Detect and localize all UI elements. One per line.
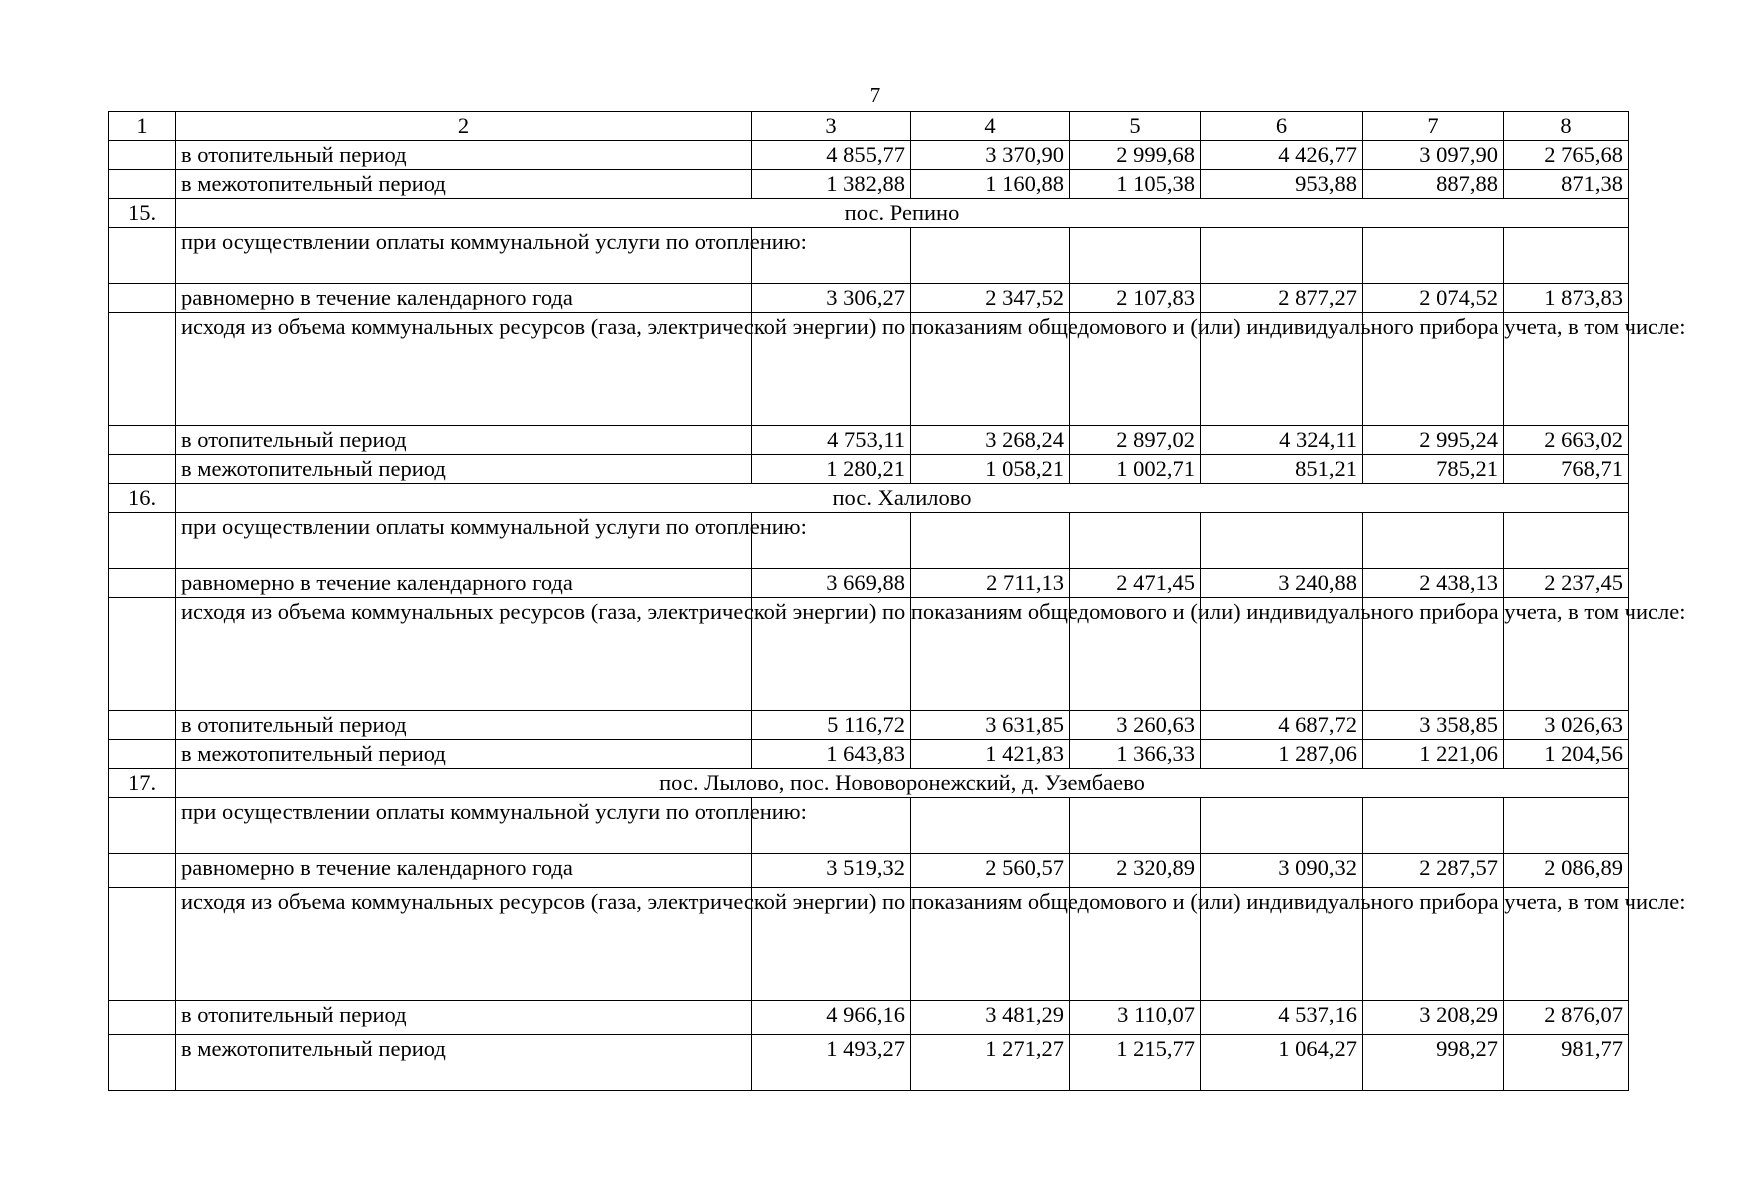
value-cell: 1 105,38 bbox=[1070, 170, 1201, 199]
value-cell: 3 208,29 bbox=[1363, 1001, 1504, 1035]
value-cell: 4 687,72 bbox=[1201, 711, 1363, 740]
value-cell: 3 631,85 bbox=[911, 711, 1070, 740]
empty-cell bbox=[1201, 513, 1363, 569]
row-number-cell bbox=[109, 569, 176, 598]
value-cell: 981,77 bbox=[1504, 1035, 1629, 1091]
value-cell: 2 663,02 bbox=[1504, 426, 1629, 455]
value-cell: 998,27 bbox=[1363, 1035, 1504, 1091]
value-cell: 953,88 bbox=[1201, 170, 1363, 199]
table-row bbox=[109, 569, 1629, 598]
value-cell: 2 471,45 bbox=[1070, 569, 1201, 598]
row-label: исходя из объема коммунальных ресурсов (газа, электрической энергии) по показаниям общедомового и (или) индивидуального прибора учета, в том числе: bbox=[176, 598, 752, 711]
table-row bbox=[109, 598, 1629, 711]
value-cell: 3 669,88 bbox=[752, 569, 911, 598]
empty-cell bbox=[1504, 513, 1629, 569]
table-row bbox=[109, 284, 1629, 313]
empty-cell bbox=[911, 798, 1070, 854]
value-cell: 1 064,27 bbox=[1201, 1035, 1363, 1091]
tariff-table bbox=[108, 111, 1686, 1091]
value-cell: 785,21 bbox=[1363, 455, 1504, 484]
value-cell: 1 160,88 bbox=[911, 170, 1070, 199]
value-cell: 3 481,29 bbox=[911, 1001, 1070, 1035]
table-row bbox=[109, 1035, 1629, 1091]
row-number-cell bbox=[109, 1035, 176, 1091]
empty-cell bbox=[1363, 228, 1504, 284]
value-cell: 1 873,83 bbox=[1504, 284, 1629, 313]
column-number: 7 bbox=[1363, 112, 1504, 141]
section-title: пос. Халилово bbox=[176, 484, 1629, 513]
row-number-cell bbox=[109, 313, 176, 426]
row-number-cell bbox=[109, 455, 176, 484]
row-label: равномерно в течение календарного года bbox=[176, 569, 752, 598]
row-label: при осуществлении оплаты коммунальной услуги по отоплению: bbox=[176, 798, 752, 854]
value-cell: 3 110,07 bbox=[1070, 1001, 1201, 1035]
empty-cell bbox=[911, 228, 1070, 284]
row-number-cell bbox=[109, 284, 176, 313]
empty-cell bbox=[911, 513, 1070, 569]
value-cell: 1 280,21 bbox=[752, 455, 911, 484]
row-number-cell bbox=[109, 141, 176, 170]
row-number-cell bbox=[109, 598, 176, 711]
row-number-cell bbox=[109, 711, 176, 740]
table-row bbox=[109, 711, 1629, 740]
column-number: 2 bbox=[176, 112, 752, 141]
value-cell: 2 237,45 bbox=[1504, 569, 1629, 598]
value-cell: 1 421,83 bbox=[911, 740, 1070, 769]
value-cell: 871,38 bbox=[1504, 170, 1629, 199]
row-label: равномерно в течение календарного года bbox=[176, 284, 752, 313]
value-cell: 2 107,83 bbox=[1070, 284, 1201, 313]
table-row bbox=[109, 513, 1629, 569]
value-cell: 1 221,06 bbox=[1363, 740, 1504, 769]
value-cell: 4 324,11 bbox=[1201, 426, 1363, 455]
row-number-cell bbox=[109, 170, 176, 199]
value-cell: 2 877,27 bbox=[1201, 284, 1363, 313]
section-header-row bbox=[109, 769, 1629, 798]
value-cell: 2 560,57 bbox=[911, 854, 1070, 888]
column-number: 6 bbox=[1201, 112, 1363, 141]
value-cell: 5 116,72 bbox=[752, 711, 911, 740]
value-cell: 2 287,57 bbox=[1363, 854, 1504, 888]
empty-cell bbox=[1201, 798, 1363, 854]
value-cell: 4 753,11 bbox=[752, 426, 911, 455]
row-number-cell bbox=[109, 798, 176, 854]
value-cell: 3 090,32 bbox=[1201, 854, 1363, 888]
section-number: 16. bbox=[109, 484, 176, 513]
row-label: исходя из объема коммунальных ресурсов (газа, электрической энергии) по показаниям общедомового и (или) индивидуального прибора учета, в том числе: bbox=[176, 313, 752, 426]
row-number-cell bbox=[109, 1001, 176, 1035]
row-label: при осуществлении оплаты коммунальной услуги по отоплению: bbox=[176, 513, 752, 569]
row-label: в межотопительный период bbox=[176, 455, 752, 484]
value-cell: 4 537,16 bbox=[1201, 1001, 1363, 1035]
table-row bbox=[109, 740, 1629, 769]
table-row bbox=[109, 1001, 1629, 1035]
section-number: 17. bbox=[109, 769, 176, 798]
value-cell: 3 097,90 bbox=[1363, 141, 1504, 170]
row-number-cell bbox=[109, 228, 176, 284]
empty-cell bbox=[1363, 513, 1504, 569]
column-number: 3 bbox=[752, 112, 911, 141]
empty-cell bbox=[1070, 513, 1201, 569]
value-cell: 1 002,71 bbox=[1070, 455, 1201, 484]
row-label: в межотопительный период bbox=[176, 1035, 752, 1091]
value-cell: 2 995,24 bbox=[1363, 426, 1504, 455]
table-row bbox=[109, 888, 1629, 1001]
section-title: пос. Лылово, пос. Нововоронежский, д. Узембаево bbox=[176, 769, 1629, 798]
row-number-cell bbox=[109, 426, 176, 455]
section-title: пос. Репино bbox=[176, 199, 1629, 228]
value-cell: 2 999,68 bbox=[1070, 141, 1201, 170]
value-cell: 2 897,02 bbox=[1070, 426, 1201, 455]
section-number: 15. bbox=[109, 199, 176, 228]
row-label: при осуществлении оплаты коммунальной услуги по отоплению: bbox=[176, 228, 752, 284]
row-number-cell bbox=[109, 740, 176, 769]
row-label: в межотопительный период bbox=[176, 170, 752, 199]
table-row bbox=[109, 455, 1629, 484]
column-number: 1 bbox=[109, 112, 176, 141]
section-header-row bbox=[109, 199, 1629, 228]
value-cell: 2 876,07 bbox=[1504, 1001, 1629, 1035]
table-row bbox=[109, 313, 1629, 426]
value-cell: 1 215,77 bbox=[1070, 1035, 1201, 1091]
page-number: 7 bbox=[869, 83, 881, 107]
value-cell: 3 026,63 bbox=[1504, 711, 1629, 740]
value-cell: 3 260,63 bbox=[1070, 711, 1201, 740]
value-cell: 2 074,52 bbox=[1363, 284, 1504, 313]
value-cell: 4 426,77 bbox=[1201, 141, 1363, 170]
row-label: в отопительный период bbox=[176, 426, 752, 455]
value-cell: 3 358,85 bbox=[1363, 711, 1504, 740]
row-number-cell bbox=[109, 513, 176, 569]
value-cell: 2 320,89 bbox=[1070, 854, 1201, 888]
value-cell: 1 643,83 bbox=[752, 740, 911, 769]
value-cell: 1 204,56 bbox=[1504, 740, 1629, 769]
value-cell: 1 271,27 bbox=[911, 1035, 1070, 1091]
value-cell: 2 438,13 bbox=[1363, 569, 1504, 598]
table-row bbox=[109, 170, 1629, 199]
value-cell: 2 347,52 bbox=[911, 284, 1070, 313]
table-row bbox=[109, 798, 1629, 854]
value-cell: 3 519,32 bbox=[752, 854, 911, 888]
empty-cell bbox=[1070, 228, 1201, 284]
column-number: 5 bbox=[1070, 112, 1201, 141]
row-label: в отопительный период bbox=[176, 711, 752, 740]
empty-cell bbox=[1070, 798, 1201, 854]
value-cell: 4 966,16 bbox=[752, 1001, 911, 1035]
value-cell: 3 240,88 bbox=[1201, 569, 1363, 598]
value-cell: 3 268,24 bbox=[911, 426, 1070, 455]
row-label: в межотопительный период bbox=[176, 740, 752, 769]
value-cell: 1 366,33 bbox=[1070, 740, 1201, 769]
section-header-row bbox=[109, 484, 1629, 513]
value-cell: 768,71 bbox=[1504, 455, 1629, 484]
value-cell: 1 493,27 bbox=[752, 1035, 911, 1091]
row-number-cell bbox=[109, 888, 176, 1001]
empty-cell bbox=[1504, 798, 1629, 854]
value-cell: 887,88 bbox=[1363, 170, 1504, 199]
value-cell: 3 370,90 bbox=[911, 141, 1070, 170]
row-label: исходя из объема коммунальных ресурсов (газа, электрической энергии) по показаниям общедомового и (или) индивидуального прибора учета, в том числе: bbox=[176, 888, 752, 1001]
value-cell: 2 765,68 bbox=[1504, 141, 1629, 170]
value-cell: 4 855,77 bbox=[752, 141, 911, 170]
row-number-cell bbox=[109, 854, 176, 888]
column-number: 8 bbox=[1504, 112, 1629, 141]
value-cell: 2 086,89 bbox=[1504, 854, 1629, 888]
table-row bbox=[109, 141, 1629, 170]
row-label: в отопительный период bbox=[176, 141, 752, 170]
row-label: в отопительный период bbox=[176, 1001, 752, 1035]
value-cell: 3 306,27 bbox=[752, 284, 911, 313]
column-number-row bbox=[109, 112, 1629, 141]
value-cell: 1 287,06 bbox=[1201, 740, 1363, 769]
empty-cell bbox=[1201, 228, 1363, 284]
row-label: равномерно в течение календарного года bbox=[176, 854, 752, 888]
value-cell: 1 058,21 bbox=[911, 455, 1070, 484]
column-number: 4 bbox=[911, 112, 1070, 141]
table-row bbox=[109, 854, 1629, 888]
table-row bbox=[109, 426, 1629, 455]
empty-cell bbox=[1504, 228, 1629, 284]
empty-cell bbox=[1363, 798, 1504, 854]
value-cell: 1 382,88 bbox=[752, 170, 911, 199]
table-row bbox=[109, 228, 1629, 284]
value-cell: 2 711,13 bbox=[911, 569, 1070, 598]
value-cell: 851,21 bbox=[1201, 455, 1363, 484]
